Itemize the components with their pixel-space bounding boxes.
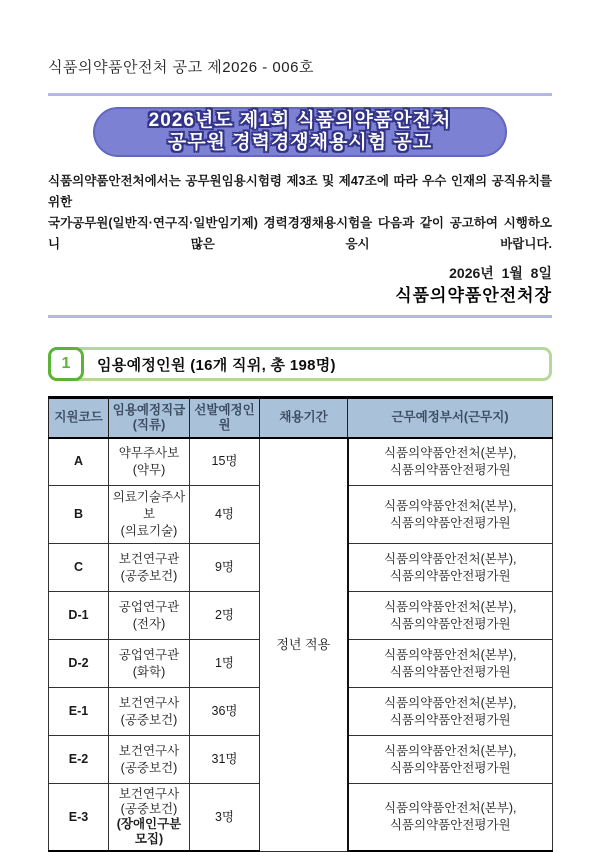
grade-series: (의료기술) (120, 524, 178, 538)
col-header-grade-line1: 임용예정직급 (112, 402, 186, 417)
headcount-cell: 3명 (190, 784, 260, 852)
applicant-code: B (49, 486, 109, 544)
top-divider-line (48, 93, 552, 96)
department-cell (348, 688, 553, 736)
headcount-cell: 1명 (190, 640, 260, 688)
department-line1: 식품의약품안전처(본부), (383, 647, 517, 662)
grade-series: (공중보건) (120, 802, 178, 816)
grade-series: (약무) (132, 462, 166, 477)
grade-note: (장애인구분모집) (116, 817, 182, 846)
col-header-employment-period: 채용기간 (260, 398, 348, 438)
headcount-cell: 31명 (190, 736, 260, 784)
department-line2: 식품의약품안전평가원 (389, 462, 511, 477)
department-line2: 식품의약품안전평가원 (389, 818, 511, 832)
banner-title-line2: 공무원 경력경쟁채용시험 공고 (167, 132, 433, 153)
col-header-grade (109, 398, 190, 438)
headcount-cell: 2명 (190, 592, 260, 640)
section-number-badge: 1 (48, 347, 84, 381)
department-line1: 식품의약품안전처(본부), (383, 445, 517, 460)
col-header-headcount: 선발예정인원 (190, 398, 260, 438)
grade-cell (109, 784, 190, 852)
department-line1: 식품의약품안전처(본부), (383, 551, 517, 566)
grade-cell (109, 736, 190, 784)
department-line2: 식품의약품안전평가원 (389, 664, 511, 679)
grade-name: 보건연구사 (118, 743, 180, 758)
grade-name: 보건연구관 (118, 551, 180, 566)
headcount-cell: 36명 (190, 688, 260, 736)
grade-series: (공중보건) (120, 568, 178, 583)
headcount-cell: 15명 (190, 438, 260, 486)
department-cell (348, 592, 553, 640)
grade-series: (공중보건) (120, 760, 178, 775)
grade-name: 약무주사보 (118, 445, 180, 460)
grade-name: 보건연구사 (118, 787, 180, 801)
department-line2: 식품의약품안전평가원 (389, 760, 511, 775)
department-line1: 식품의약품안전처(본부), (383, 801, 517, 815)
department-cell (348, 438, 553, 486)
applicant-code: E-2 (49, 736, 109, 784)
grade-name: 공업연구관 (118, 647, 180, 662)
department-cell (348, 640, 553, 688)
title-banner (93, 107, 507, 157)
department-cell (348, 784, 553, 852)
col-header-grade-line2: (직류) (132, 417, 166, 432)
applicant-code: D-1 (49, 592, 109, 640)
headcount-cell: 4명 (190, 486, 260, 544)
department-cell (348, 486, 553, 544)
department-cell (348, 544, 553, 592)
department-line2: 식품의약품안전평가원 (389, 616, 511, 631)
department-cell (348, 736, 553, 784)
banner-title-line1: 2026년도 제1회 식품의약품안전처 (148, 110, 452, 131)
applicant-code: C (49, 544, 109, 592)
recruitment-table (48, 396, 553, 852)
page-content (48, 0, 552, 852)
grade-series: (화학) (132, 664, 166, 679)
department-line2: 식품의약품안전평가원 (389, 568, 511, 583)
table-row (49, 438, 553, 486)
grade-cell (109, 438, 190, 486)
grade-cell (109, 592, 190, 640)
department-line1: 식품의약품안전처(본부), (383, 498, 517, 513)
middle-divider-line (48, 315, 552, 318)
table-header-row (49, 398, 553, 438)
department-line1: 식품의약품안전처(본부), (383, 695, 517, 710)
department-line1: 식품의약품안전처(본부), (383, 599, 517, 614)
col-header-department: 근무예정부서(근무지) (348, 398, 553, 438)
document-number: 식품의약품안전처 공고 제2026 - 006호 (48, 59, 314, 76)
department-line2: 식품의약품안전평가원 (389, 515, 511, 530)
intro-line-1: 식품의약품안전처에서는 공무원임용시험령 제3조 및 제47조에 따라 우수 인재의 공직유치를 위한 (48, 174, 552, 209)
department-line1: 식품의약품안전처(본부), (383, 743, 517, 758)
employment-period-cell: 정년 적용 (260, 438, 348, 852)
intro-line-2: 국가공무원(일반직·연구직·일반임기제) 경력경쟁채용시험을 다음과 같이 공고하여 시행하오니 많은 응시 바랍니다. (48, 216, 552, 251)
grade-cell (109, 640, 190, 688)
grade-name: 공업연구관 (118, 599, 180, 614)
signer-title: 식품의약품안전처장 (395, 286, 552, 305)
grade-cell (109, 486, 190, 544)
grade-name: 의료기술주사보 (112, 490, 186, 521)
grade-series: (전자) (132, 616, 166, 631)
intro-paragraph (48, 171, 552, 255)
grade-cell (109, 544, 190, 592)
applicant-code: E-1 (49, 688, 109, 736)
section-1-header (48, 347, 552, 381)
section-title: 임용예정인원 (16개 직위, 총 198명) (97, 356, 336, 374)
department-line2: 식품의약품안전평가원 (389, 712, 511, 727)
applicant-code: A (49, 438, 109, 486)
announcement-date: 2026년 1월 8일 (449, 265, 552, 281)
headcount-cell: 9명 (190, 544, 260, 592)
grade-series: (공중보건) (120, 712, 178, 727)
grade-name: 보건연구사 (118, 695, 180, 710)
applicant-code: E-3 (49, 784, 109, 852)
applicant-code: D-2 (49, 640, 109, 688)
col-header-applicant-code: 지원코드 (49, 398, 109, 438)
grade-cell (109, 688, 190, 736)
